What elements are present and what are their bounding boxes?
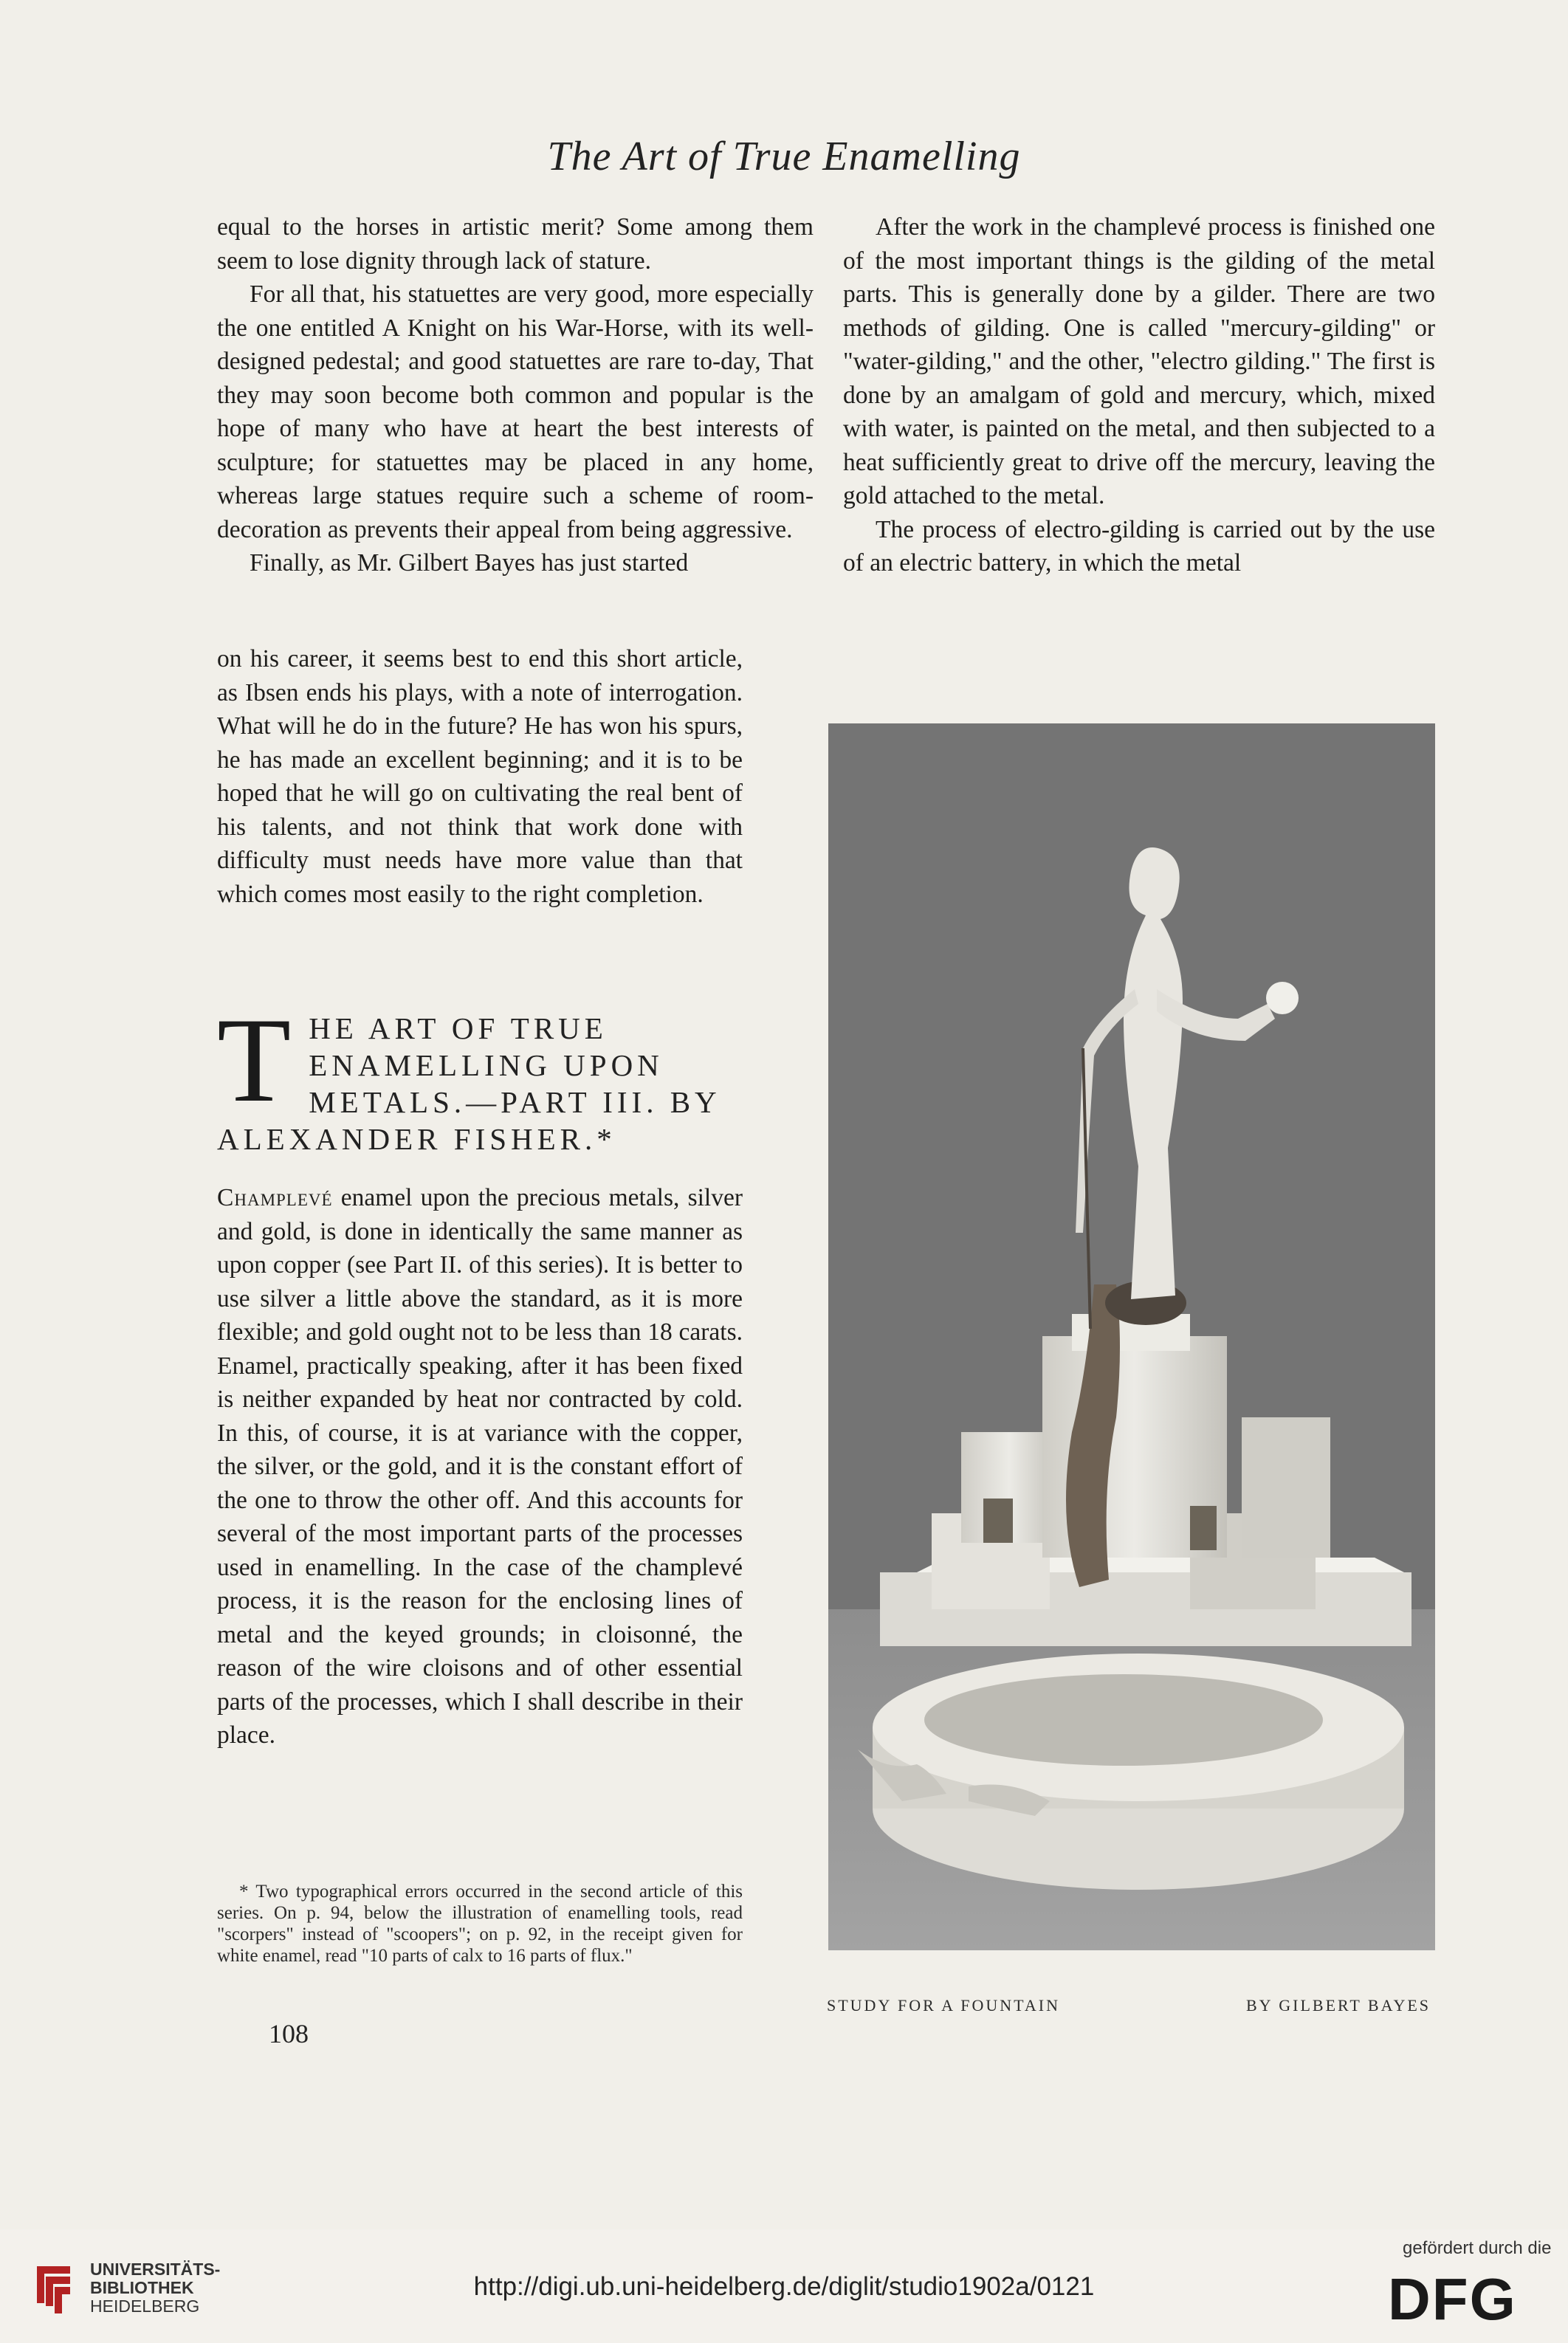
fountain-sculpture-image [828, 723, 1435, 1950]
paragraph: The process of electro-gilding is carried out by the use of an electric battery, in which the metal [843, 515, 1435, 577]
article-body [217, 1181, 743, 1752]
heading-line: ALEXANDER FISHER.* [217, 1122, 616, 1156]
page-number: 108 [269, 2019, 309, 2048]
library-line: HEIDELBERG [90, 2296, 200, 2316]
dfg-logo: DFG [1388, 2266, 1517, 2332]
library-line: UNIVERSITÄTS- [90, 2260, 221, 2279]
funder-label: gefördert durch die [1403, 2238, 1552, 2258]
drop-cap: T [217, 994, 296, 1127]
image-credit: BY GILBERT BAYES [1246, 1996, 1431, 2015]
library-line: BIBLIOTHEK [90, 2278, 194, 2297]
image-caption: STUDY FOR A FOUNTAIN [827, 1996, 1060, 2015]
heading-line: METALS.—PART III. BY [309, 1085, 721, 1119]
left-column-top [217, 210, 814, 580]
heading-line: HE ART OF TRUE [309, 1011, 608, 1045]
paragraph: on his career, it seems best to end this short article, as Ibsen ends his plays, with a note of interrogation. What will he do in the future? He has won his spurs, he has made an excellent beginning; and it is to be hoped that he will go on cultivating the real bent of his talents, and not think that work done with difficulty must needs have more value than that which comes most easily to the right completion. [217, 645, 743, 908]
paragraph: Finally, as Mr. Gilbert Bayes has just started [250, 549, 689, 577]
paragraph [217, 1181, 743, 1752]
paragraph: After the work in the champlevé process is finished one of the most important things is the gilding of the metal parts. This is generally done by a gilder. There are two methods of gilding. One is called "mercury-gilding" or "water-gilding," and the other, "electro gilding." The first is done by an amalgam of gold and mercury, which, mixed with water, is painted on the metal, and then subjected to a heat sufficiently great to drive off the mercury, leaving the gold attached to the metal. [843, 213, 1435, 509]
right-column [843, 210, 1435, 580]
paragraph: equal to the horses in artistic merit? Some among them seem to lose dignity through lack of stature. [217, 213, 814, 275]
paragraph: For all that, his statuettes are very good, more especially the one entitled A Knight on his War-Horse, with its well-designed pedestal; and good statuettes are rare to-day, That they may soon become both common and popular is the hope of many who have at heart the best interests of sculpture; for statuettes may be placed in any home, whereas large statues require such a scheme of room-decoration as prevents their appeal from being aggressive. [217, 281, 814, 543]
running-head: The Art of True Enamelling [547, 134, 1021, 179]
left-column-narrow [217, 642, 743, 911]
fountain-photograph [828, 723, 1435, 1950]
footnote [217, 1881, 743, 1967]
paragraph-text: enamel upon the precious metals, silver and gold, is done in identically the same manner as upon copper (see Part II. of this series). It is better to use silver a little above the standard, as it is more flexible; and gold ought not to be less than 18 carats. Enamel, practically speaking, after it has been fixed is neither expanded by heat nor contracted by cold. In this, of course, it is at variance with the copper, the silver, or the gold, and it is the constant effort of the one to throw the other off. And this accounts for several of the most important parts of the processes used in enamelling. In the case of the champlevé process, it is the reason for the enclosing lines of metal and the keyed grounds; in cloisonné, the reason of the wire cloisons and of other essential parts of the processes, which I shall describe in their place. [217, 1184, 743, 1749]
footnote-text: * Two typographical errors occurred in the second article of this series. On p. 94, below the illustration of enamelling tools, read "scorpers" instead of "scoopers"; on p. 92, in the receipt given for white enamel, read "10 parts of calx to 16 parts of flux." [217, 1882, 743, 1966]
source-url-link[interactable]: http://digi.ub.uni-heidelberg.de/diglit/studio1902a/0121 [473, 2272, 1095, 2301]
lead-smallcaps: Champlevé [217, 1184, 333, 1211]
heading-line: ENAMELLING UPON [309, 1048, 664, 1082]
article-heading [217, 994, 743, 1157]
